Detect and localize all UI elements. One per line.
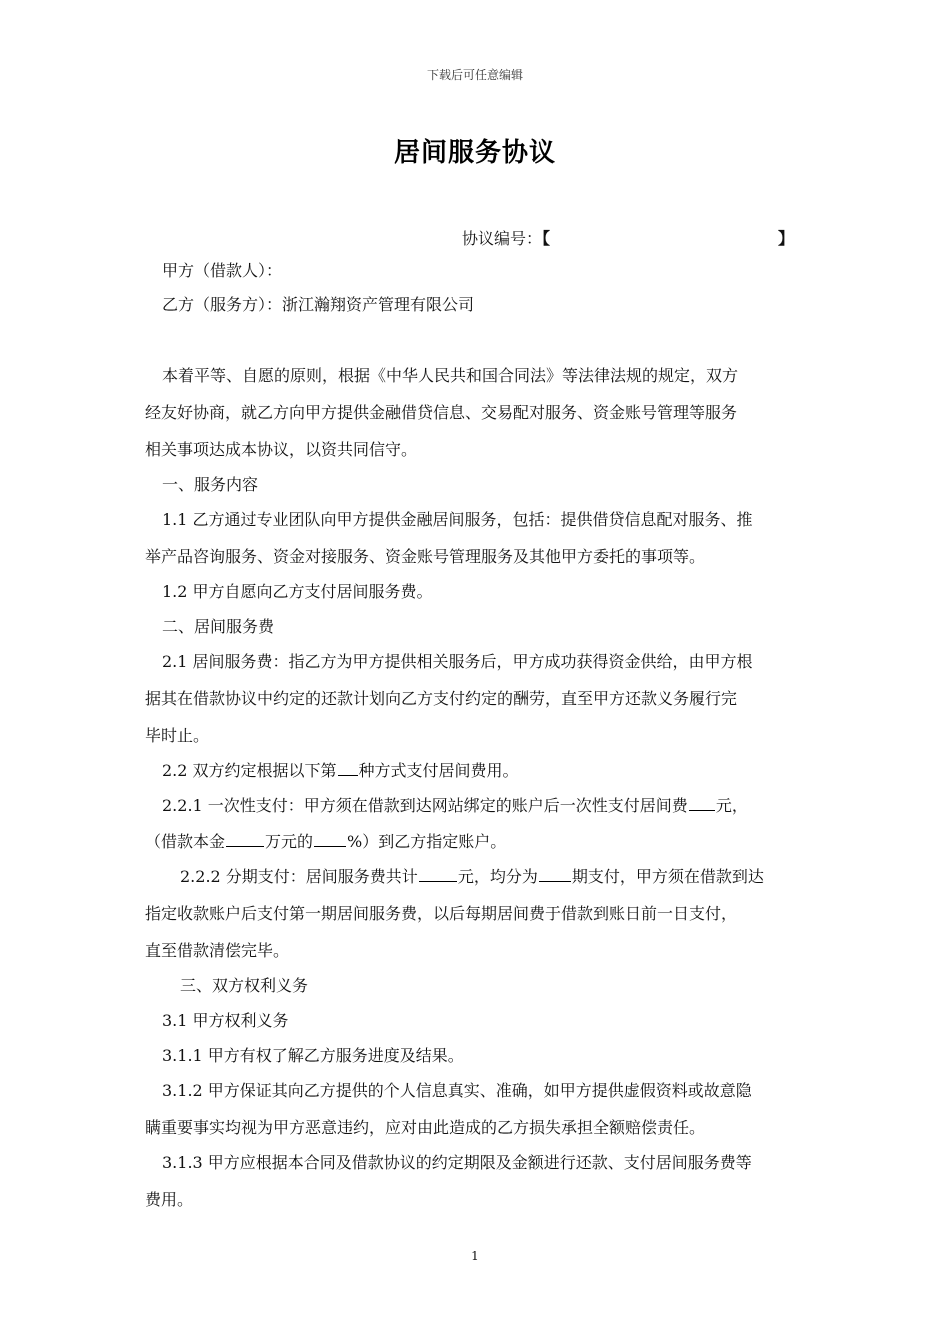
section-3-heading: 三、双方权利义务 xyxy=(180,976,309,995)
page-number: 1 xyxy=(471,1249,479,1263)
intro-line-2: 经友好协商，就乙方向甲方提供金融借贷信息、交易配对服务、资金账号管理等服务 xyxy=(145,403,738,422)
clause-2-2-1-line-2 xyxy=(145,831,815,853)
clause-2-2-2-periods-blank xyxy=(539,867,571,882)
clause-3-1-3-line-1: 3.1.3 甲方应根据本合同及借款协议的约定期限及金额进行还款、支付居间服务费等 xyxy=(162,1153,752,1172)
clause-2-1-line-1: 2.1 居间服务费：指乙方为甲方提供相关服务后，甲方成功获得资金供给，由甲方根 xyxy=(162,652,753,671)
clause-2-2-1-text-a: 2.2.1 一次性支付：甲方须在借款到达网站绑定的账户后一次性支付居间费 xyxy=(162,796,688,815)
clause-1-1-line-2: 举产品咨询服务、资金对接服务、资金账号管理服务及其他甲方委托的事项等。 xyxy=(145,547,706,566)
section-2-heading: 二、居间服务费 xyxy=(162,617,275,636)
agreement-number-close-bracket: 】 xyxy=(778,229,795,248)
clause-2-2-1-text-d: 万元的 xyxy=(265,832,314,851)
clause-2-2-blank xyxy=(338,761,358,776)
clause-2-2-text-b: 种方式支付居间费用。 xyxy=(358,761,519,780)
party-a: 甲方（借款人）： xyxy=(162,261,283,280)
clause-2-2-2-line-3: 直至借款清偿完毕。 xyxy=(145,941,290,960)
section-1-heading: 一、服务内容 xyxy=(162,475,259,494)
clause-2-2-1-percent-blank xyxy=(314,832,346,847)
party-b: 乙方（服务方）：浙江瀚翔资产管理有限公司 xyxy=(162,295,475,314)
clause-1-1-line-1: 1.1 乙方通过专业团队向甲方提供金融居间服务，包括：提供借贷信息配对服务、推 xyxy=(162,510,753,529)
clause-2-1-line-2: 据其在借款协议中约定的还款计划向乙方支付约定的酬劳，直至甲方还款义务履行完 xyxy=(145,689,738,708)
clause-2-2-1-fee-blank xyxy=(689,796,715,811)
clause-2-2 xyxy=(162,760,832,782)
clause-1-2: 1.2 甲方自愿向乙方支付居间服务费。 xyxy=(162,582,433,601)
clause-3-1-3-line-2: 费用。 xyxy=(145,1190,194,1209)
clause-2-2-1-principal-blank xyxy=(226,832,264,847)
clause-2-2-text-a: 2.2 双方约定根据以下第 xyxy=(162,761,337,780)
agreement-number-label: 协议编号： xyxy=(462,229,543,248)
clause-2-2-1-text-b: 元， xyxy=(715,796,748,815)
clause-2-2-1-text-e: %）到乙方指定账户。 xyxy=(347,832,507,851)
clause-2-2-2-line-1 xyxy=(180,866,850,888)
clause-3-1-2-line-1: 3.1.2 甲方保证其向乙方提供的个人信息真实、准确，如甲方提供虚假资料或故意隐 xyxy=(162,1081,752,1100)
clause-2-2-1-line-1 xyxy=(162,795,832,817)
clause-3-1: 3.1 甲方权利义务 xyxy=(162,1011,289,1030)
document-title: 居间服务协议 xyxy=(393,138,556,168)
clause-2-2-2-text-b: 元，均分为 xyxy=(457,867,538,886)
clause-2-2-2-text-c: 期支付，甲方须在借款到达 xyxy=(571,867,764,886)
intro-line-3: 相关事项达成本协议，以资共同信守。 xyxy=(145,440,418,459)
header-note: 下载后可任意编辑 xyxy=(426,68,523,82)
clause-2-2-2-total-blank xyxy=(419,867,457,882)
clause-2-1-line-3: 毕时止。 xyxy=(145,726,210,745)
clause-2-2-1-text-c: （借款本金 xyxy=(145,832,226,851)
intro-line-1: 本着平等、自愿的原则，根据《中华人民共和国合同法》等法律法规的规定，双方 xyxy=(162,366,739,385)
clause-3-1-1: 3.1.1 甲方有权了解乙方服务进度及结果。 xyxy=(162,1046,464,1065)
clause-2-2-2-text-a: 2.2.2 分期支付：居间服务费共计 xyxy=(180,867,418,886)
clause-3-1-2-line-2: 瞒重要事实均视为甲方恶意违约，应对由此造成的乙方损失承担全额赔偿责任。 xyxy=(145,1118,706,1137)
clause-2-2-2-line-2: 指定收款账户后支付第一期居间服务费，以后每期居间费于借款到账日前一日支付， xyxy=(145,904,738,923)
agreement-number-open-bracket: 【 xyxy=(542,229,551,248)
agreement-number xyxy=(462,226,794,249)
